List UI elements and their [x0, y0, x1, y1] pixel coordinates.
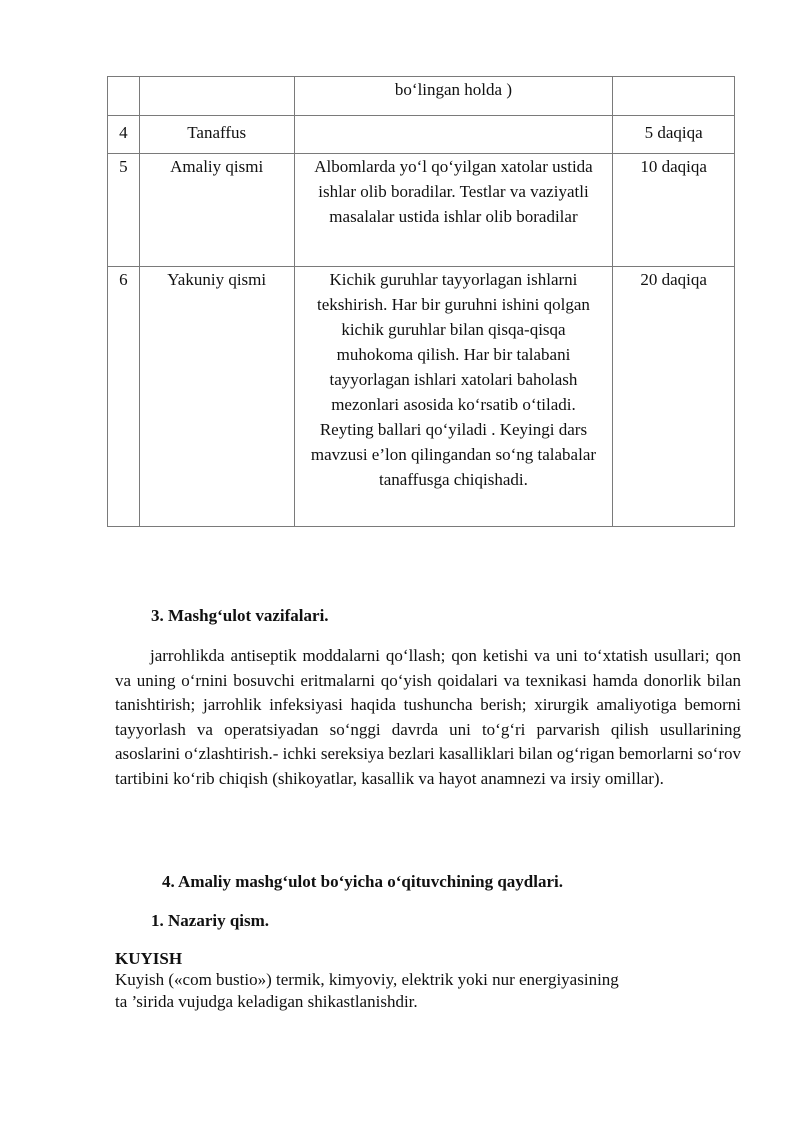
- lesson-plan-table: [107, 76, 735, 527]
- table-row: [108, 154, 735, 267]
- row-number: 4: [108, 116, 140, 154]
- row-time: [613, 77, 735, 116]
- row-stage: Tanaffus: [139, 116, 294, 154]
- kuyish-line-2: ta ’sirida vujudga keladigan shikastlanishdir.: [115, 992, 418, 1011]
- kuyish-line-1: Kuyish («com bustio») termik, kimyoviy, elektrik yoki nur energiyasining: [115, 970, 619, 989]
- section-3-title: 3. Mashg‘ulot vazifalari.: [151, 606, 329, 625]
- row-number: 5: [108, 154, 140, 267]
- row-description: bo‘lingan holda ): [294, 77, 613, 116]
- row-number: 6: [108, 267, 140, 527]
- section-3-body: jarrohlikda antiseptik moddalarni qo‘llash; qon ketishi va uni to‘xtatish usullari; qon va uning o‘rnini bosuvchi eritmalarni qo‘yish qoidalari va texnikasi hamda donorlik bilan tanishtirish; jarrohlik infeksiyasi haqida tushuncha berish; xirurgik amaliyotiga bemorni tayyorlash va operatsiyadan so‘nggi davrda uni to‘g‘ri parvarish qilish usullarining asoslarini o‘zlashtirish.- ichki sereksiya bezlari kasalliklari bilan og‘rigan bemorlarni so‘rov tartibini ko‘rib chiqish (shikoyatlar, kasallik va hayot anamnezi va irsiy omillar).: [115, 646, 741, 788]
- row-stage: Yakuniy qismi: [139, 267, 294, 527]
- table-row: [108, 77, 735, 116]
- section-4-title: 4. Amaliy mashg‘ulot bo‘yicha o‘qituvchining qaydlari.: [162, 872, 563, 891]
- kuyish-title: KUYISH: [115, 949, 183, 968]
- row-description: [294, 116, 613, 154]
- row-description: Kichik guruhlar tayyorlagan ishlarni tekshirish. Har bir guruhni ishini qolgan kichik guruhlar bilan qisqa-qisqa muhokoma qilish. Har bir talabani tayyorlagan ishlari xatolari baholash mezonlari asosida ko‘rsatib o‘tiladi. Reyting ballari qo‘yiladi . Keyingi dars mavzusi e’lon qilingandan so‘ng talabalar tanaffusga chiqishadi.: [294, 267, 613, 527]
- table-row: [108, 116, 735, 154]
- row-stage: Amaliy qismi: [139, 154, 294, 267]
- section-3-text: [115, 644, 741, 791]
- row-number: [108, 77, 140, 116]
- section-4-subtitle: 1. Nazariy qism.: [151, 911, 270, 930]
- row-time: 10 daqiqa: [613, 154, 735, 267]
- row-stage: [139, 77, 294, 116]
- row-time: 5 daqiqa: [613, 116, 735, 154]
- row-time: 20 daqiqa: [613, 267, 735, 527]
- row-description: Albomlarda yo‘l qo‘yilgan xatolar ustida ishlar olib boradilar. Testlar va vaziyatli masalalar ustida ishlar olib boradilar: [294, 154, 613, 267]
- table-row: [108, 267, 735, 527]
